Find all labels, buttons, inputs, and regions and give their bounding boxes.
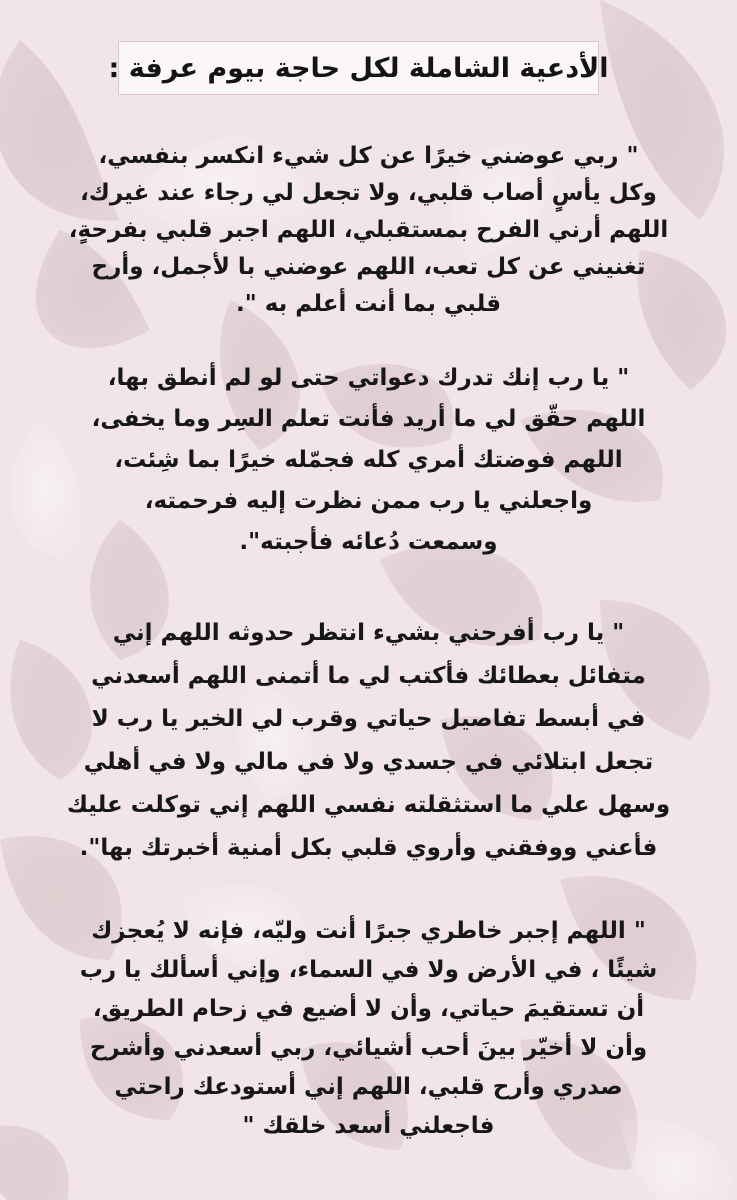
prayer-line: اللهم حقّق لي ما أريد فأنت تعلم السِر وما يخفى، [91, 406, 646, 432]
prayer-line: " اللهم إجبر خاطري جبرًا أنت وليّه، فإنه لا يُعجزك [91, 918, 646, 944]
prayer-paragraph [20, 912, 717, 1146]
prayer-line: " يا رب إنك تدرك دعواتي حتى لو لم أنطق بها، [107, 365, 630, 391]
prayer-line: تغنيني عن كل تعب، اللهم عوضني با لأجمل، وأرح [91, 254, 646, 280]
prayer-paragraph [20, 612, 717, 870]
prayer-line: " ربي عوضني خيرًا عن كل شيء انكسر بنفسي، [98, 143, 639, 169]
prayer-line: اللهم فوضتك أمري كله فجمّله خيرًا بما شِئت، [114, 447, 623, 473]
prayer-line: قلبي بما أنت أعلم به ". [235, 291, 502, 317]
prayer-line: اللهم أرني الفرح بمستقبلي، اللهم اجبر قلبي بفرحةٍ، [68, 217, 669, 243]
prayer-line: فاجعلني أسعد خلقك " [242, 1113, 495, 1139]
title-box [108, 41, 609, 95]
prayer-line: في أبسط تفاصيل حياتي وقرب لي الخير يا رب لا [91, 706, 646, 732]
prayer-line: واجعلني يا رب ممن نظرت إليه فرحمته، [144, 488, 593, 514]
prayer-paragraph [20, 358, 717, 563]
prayer-line: فأعني ووفقني وأروي قلبي بكل أمنية أخبرتك بها". [79, 835, 658, 861]
prayer-paragraph [20, 138, 717, 323]
prayer-line: وكل يأسٍ أصاب قلبي، ولا تجعل لي رجاء عند غيرك، [80, 180, 657, 206]
prayer-line: أن تستقيمَ حياتي، وأن لا أضيع في زحام الطريق، [92, 996, 645, 1022]
prayer-line: وسهل علي ما استثقلته نفسي اللهم إني توكلت عليك [66, 792, 671, 818]
prayer-line: شيئًا ، في الأرض ولا في السماء، وإني أسألك يا رب [79, 957, 658, 983]
prayer-line: متفائل بعطائك فأكتب لي ما أتمنى اللهم أسعدني [91, 663, 646, 689]
prayer-line: تجعل ابتلائي في جسدي ولا في مالي ولا في أهلي [83, 749, 654, 775]
prayer-line: وأن لا أخيّر بينَ أحب أشيائي، ربي أسعدني وأشرح [89, 1035, 648, 1061]
prayer-line: " يا رب أفرحني بشيء انتظر حدوثه اللهم إني [112, 620, 625, 646]
page-title: الأدعية الشاملة لكل حاجة بيوم عرفة : [108, 52, 609, 84]
prayer-line: وسمعت دُعائه فأجبته". [239, 529, 498, 555]
prayer-line: صدري وأرح قلبي، اللهم إني أستودعك راحتي [114, 1074, 623, 1100]
